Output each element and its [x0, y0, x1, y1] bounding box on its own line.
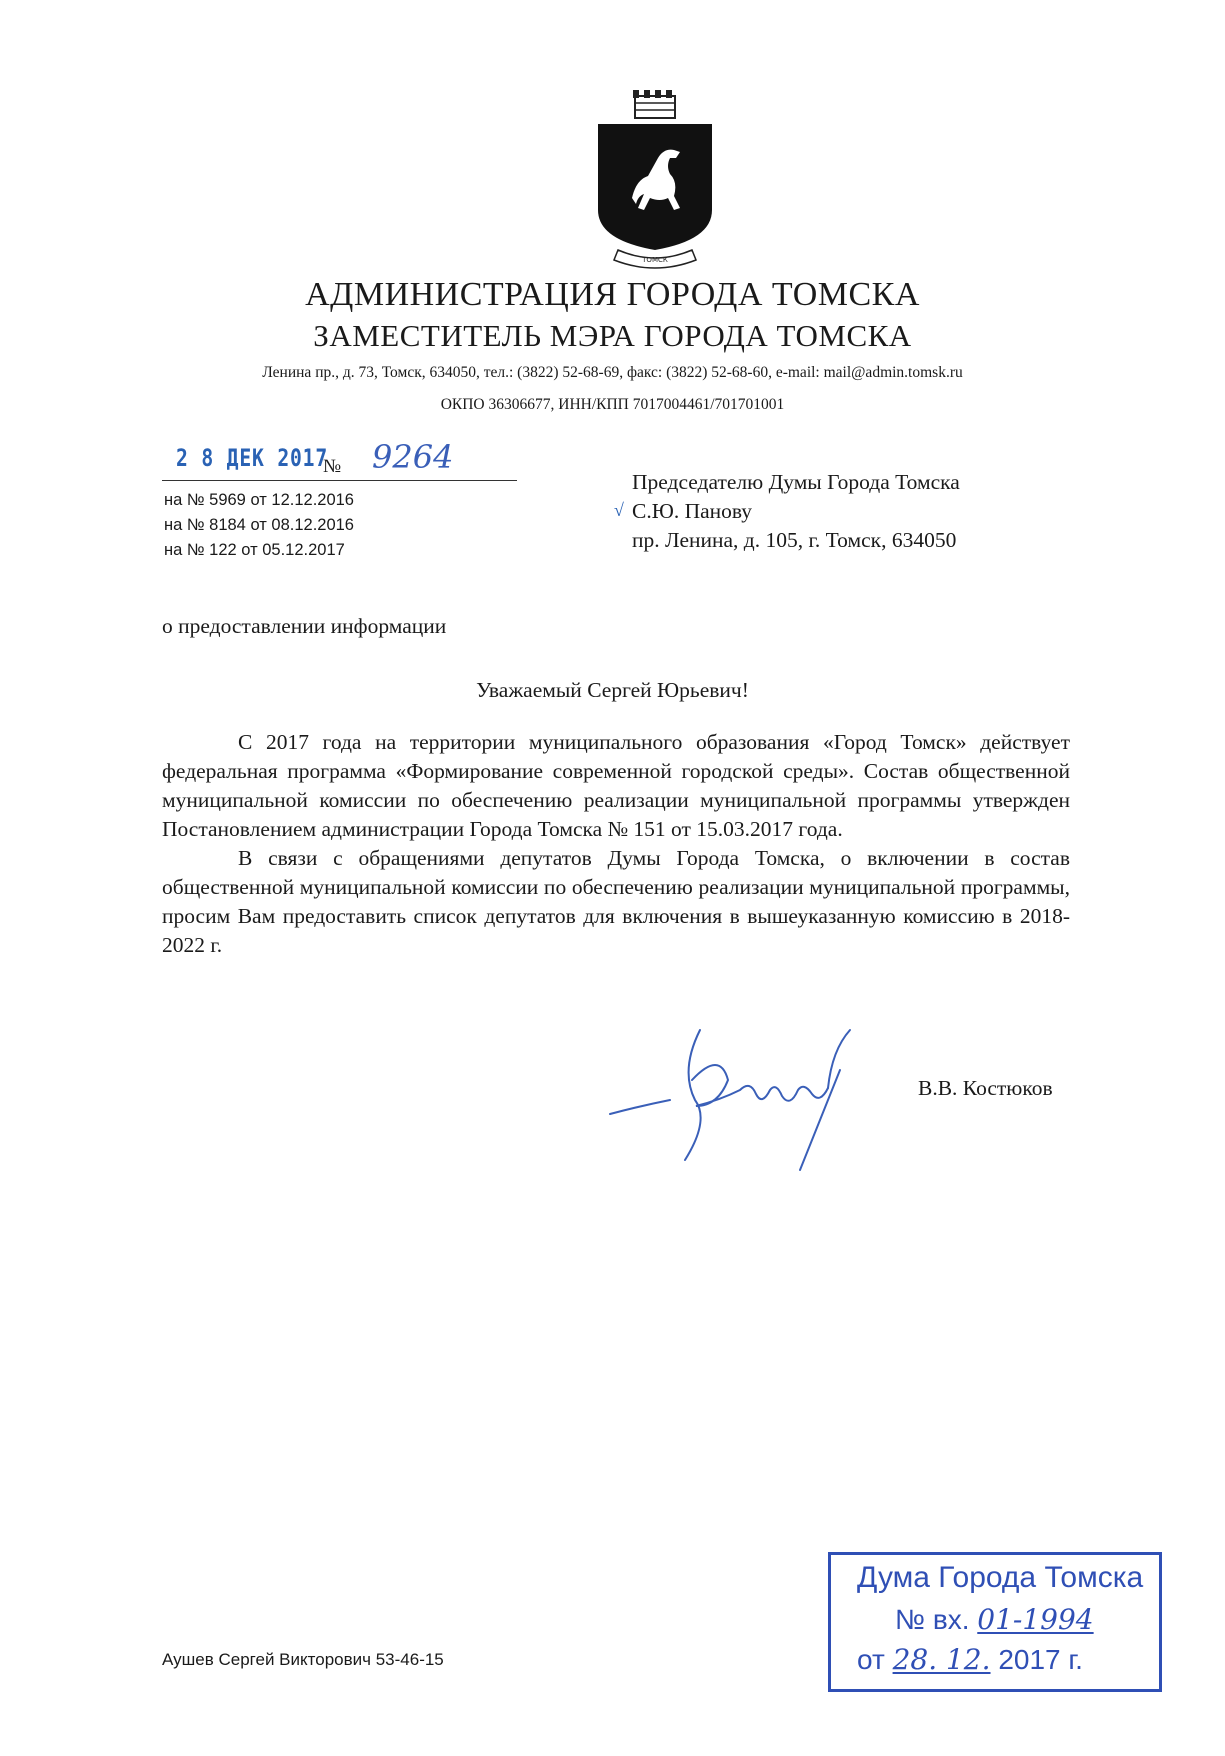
city-emblem: [590, 90, 720, 270]
recipient-name: С.Ю. Панову: [632, 499, 753, 523]
letter-greeting: Уважаемый Сергей Юрьевич!: [476, 678, 749, 702]
svg-text:ТОМСК: ТОМСК: [642, 256, 668, 264]
stamp-number-row: [895, 1603, 1094, 1636]
reference-item: на № 122 от 05.12.2017: [164, 541, 345, 559]
organization-title: АДМИНИСТРАЦИЯ ГОРОДА ТОМСКА: [305, 276, 920, 313]
reference-item: на № 5969 от 12.12.2016: [164, 491, 354, 509]
organization-subtitle: ЗАМЕСТИТЕЛЬ МЭРА ГОРОДА ТОМСКА: [313, 318, 912, 353]
recipient-address: пр. Ленина, д. 105, г. Томск, 634050: [632, 528, 957, 552]
outgoing-number: 9264: [372, 438, 454, 476]
incoming-registration-stamp: [828, 1552, 1162, 1692]
stamp-date-value: 28. 12.: [892, 1643, 991, 1676]
check-mark-icon: √: [614, 500, 624, 520]
stamp-number-value: 01-1994: [977, 1603, 1094, 1636]
recipient-block: [632, 468, 960, 555]
ribbon-icon: [614, 250, 696, 268]
handwritten-signature: [600, 1010, 900, 1180]
recipient-position: Председателю Думы Города Томска: [632, 470, 960, 494]
reference-item: на № 8184 от 08.12.2016: [164, 516, 354, 534]
signer-name: В.В. Костюков: [918, 1076, 1053, 1100]
stamp-date-label: от: [857, 1644, 885, 1675]
number-label: №: [323, 456, 342, 477]
letter-paragraph: В связи с обращениями депутатов Думы Города Томска, о включении в состав общественной муниципальной комиссии по обеспечению реализации муниципальной программы, просим Вам предоставить список депутатов для включения в вышеуказанную комиссию в 2018-2022 г.: [162, 846, 1070, 957]
letter-paragraph: С 2017 года на территории муниципального образования «Город Томск» действует федеральная программа «Формирование современной городской среды». Состав общественной муниципальной комиссии по обеспечению реализации муниципальной программы утвержден Постановлением администрации Города Томска № 151 от 15.03.2017 года.: [162, 730, 1070, 841]
stamp-date-row: [857, 1643, 1083, 1676]
executor-contact: Аушев Сергей Викторович 53-46-15: [162, 1650, 444, 1669]
letter-body: [162, 728, 1070, 960]
organization-address: Ленина пр., д. 73, Томск, 634050, тел.: (3822) 52-68-69, факс: (3822) 52-68-60, e-mail: mail@admin.tomsk.ru: [262, 364, 963, 381]
stamp-year: 2017: [998, 1644, 1061, 1675]
crown-icon: [633, 90, 675, 118]
reference-list: [164, 488, 354, 563]
organization-codes: ОКПО 36306677, ИНН/КПП 7017004461/701701001: [440, 396, 785, 413]
letter-subject: о предоставлении информации: [162, 614, 447, 638]
stamp-number-label: № вх.: [895, 1604, 970, 1635]
registration-underline: [162, 480, 517, 481]
stamp-organization: Дума Города Томска: [857, 1561, 1144, 1594]
stamp-year-suffix: г.: [1068, 1644, 1083, 1675]
date-stamp: 2 8 ДЕК 2017: [176, 444, 329, 472]
